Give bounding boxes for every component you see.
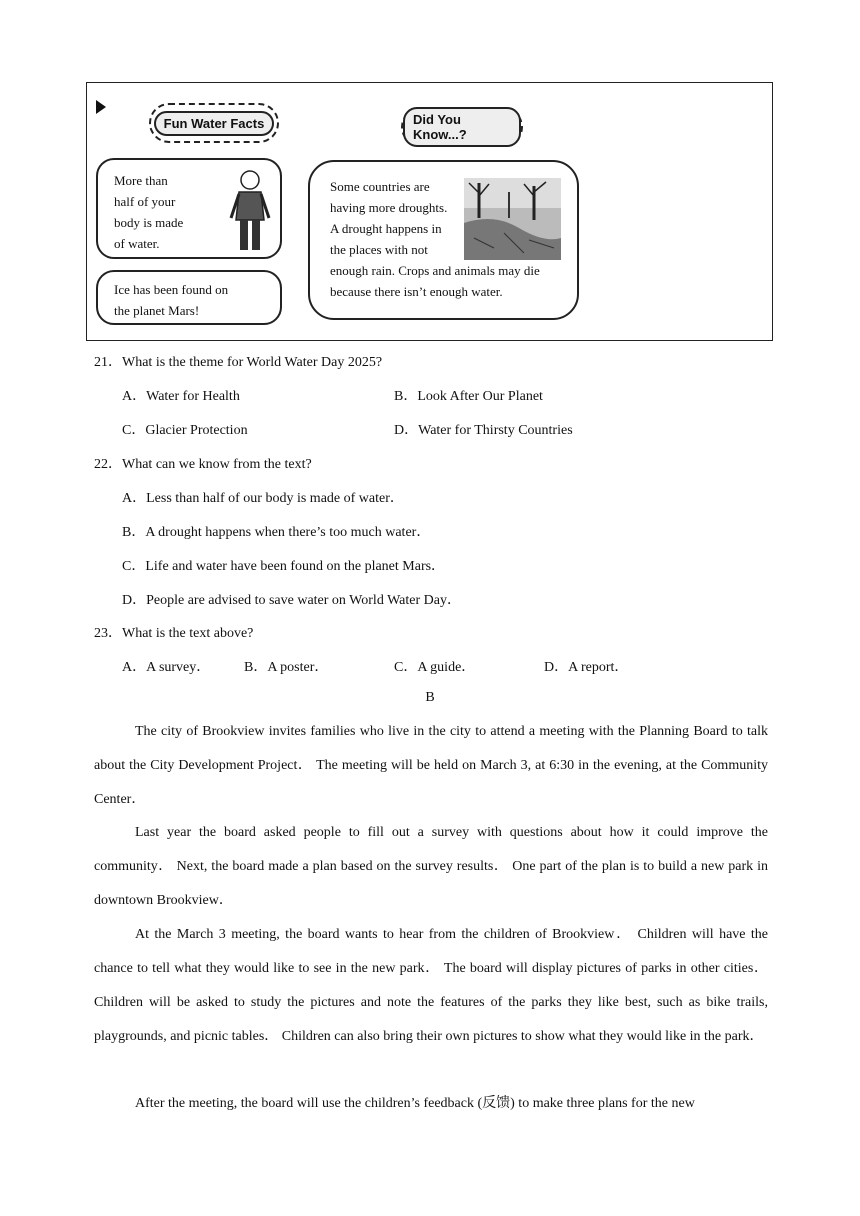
body-water-fact-bubble [96, 158, 282, 259]
question-23: 23．What is the text above? [94, 626, 254, 641]
water-facts-poster [86, 82, 773, 341]
q22-option-c: C．Life and water have been found on the planet Mars． [122, 559, 446, 574]
q21-option-a: A．Water for Health [122, 389, 240, 404]
did-you-know-label: Did You Know...? [403, 107, 521, 147]
drought-photo-image [464, 178, 561, 260]
q23-option-b: B．A poster． [244, 660, 329, 675]
question-21: 21．What is the theme for World Water Day 2025? [94, 355, 383, 370]
did-you-know-tag [401, 107, 523, 147]
fun-water-facts-tag [149, 103, 279, 143]
passage-paragraph-1: The city of Brookview invites families who live in the city to attend a meeting with the Planning Board to talk about the City Development Project． The meeting will be held on March 3, at 6:30 in the evening, at the Community Center． [94, 724, 768, 807]
section-b-heading: B [425, 690, 435, 705]
q23-option-d: D．A report． [544, 660, 629, 675]
q22-option-a: A．Less than half of our body is made of water． [122, 491, 404, 506]
q21-option-d: D．Water for Thirsty Countries [394, 423, 573, 438]
passage-paragraph-4: After the meeting, the board will use the children’s feedback (反馈) to make three plans for the new [135, 1096, 695, 1111]
q21-option-c: C．Glacier Protection [122, 423, 248, 438]
q23-option-c: C．A guide． [394, 660, 476, 675]
mars-ice-fact-bubble: Ice has been found on the planet Mars! [96, 270, 282, 325]
question-22: 22．What can we know from the text? [94, 457, 312, 472]
passage-paragraph-2: Last year the board asked people to fill out a survey with questions about how it could improve the community． Next, the board made a plan based on the survey results． One part of the plan is to build a new park in downtown Brookview． [94, 825, 768, 908]
passage-paragraph-3: At the March 3 meeting, the board wants to hear from the children of Brookview． Children will have the chance to tell what they would like to see in the new park． The board will display pictures of parks in other cities． Children will be asked to study the pictures and note the features of the parks they like best, such as bike trails, playgrounds, and picnic tables． Children can also bring their own pictures to show what they would like in the park． [94, 927, 768, 1044]
q23-option-a: A．A survey． [122, 660, 211, 675]
drought-fact-bubble: Some countries are having more droughts. A drought happens in the places with not enough rain. Crops and animals may die because there isn’t enough water. [308, 160, 579, 320]
q21-option-b: B．Look After Our Planet [394, 389, 543, 404]
triangle-marker-icon [96, 100, 106, 114]
q22-option-b: B．A drought happens when there’s too much water． [122, 525, 431, 540]
fun-water-facts-label: Fun Water Facts [154, 111, 275, 136]
q22-option-d: D．People are advised to save water on World Water Day． [122, 593, 461, 608]
body-water-fact-text: More than half of your body is made of water. [114, 173, 184, 251]
person-illustration-icon [226, 168, 274, 254]
